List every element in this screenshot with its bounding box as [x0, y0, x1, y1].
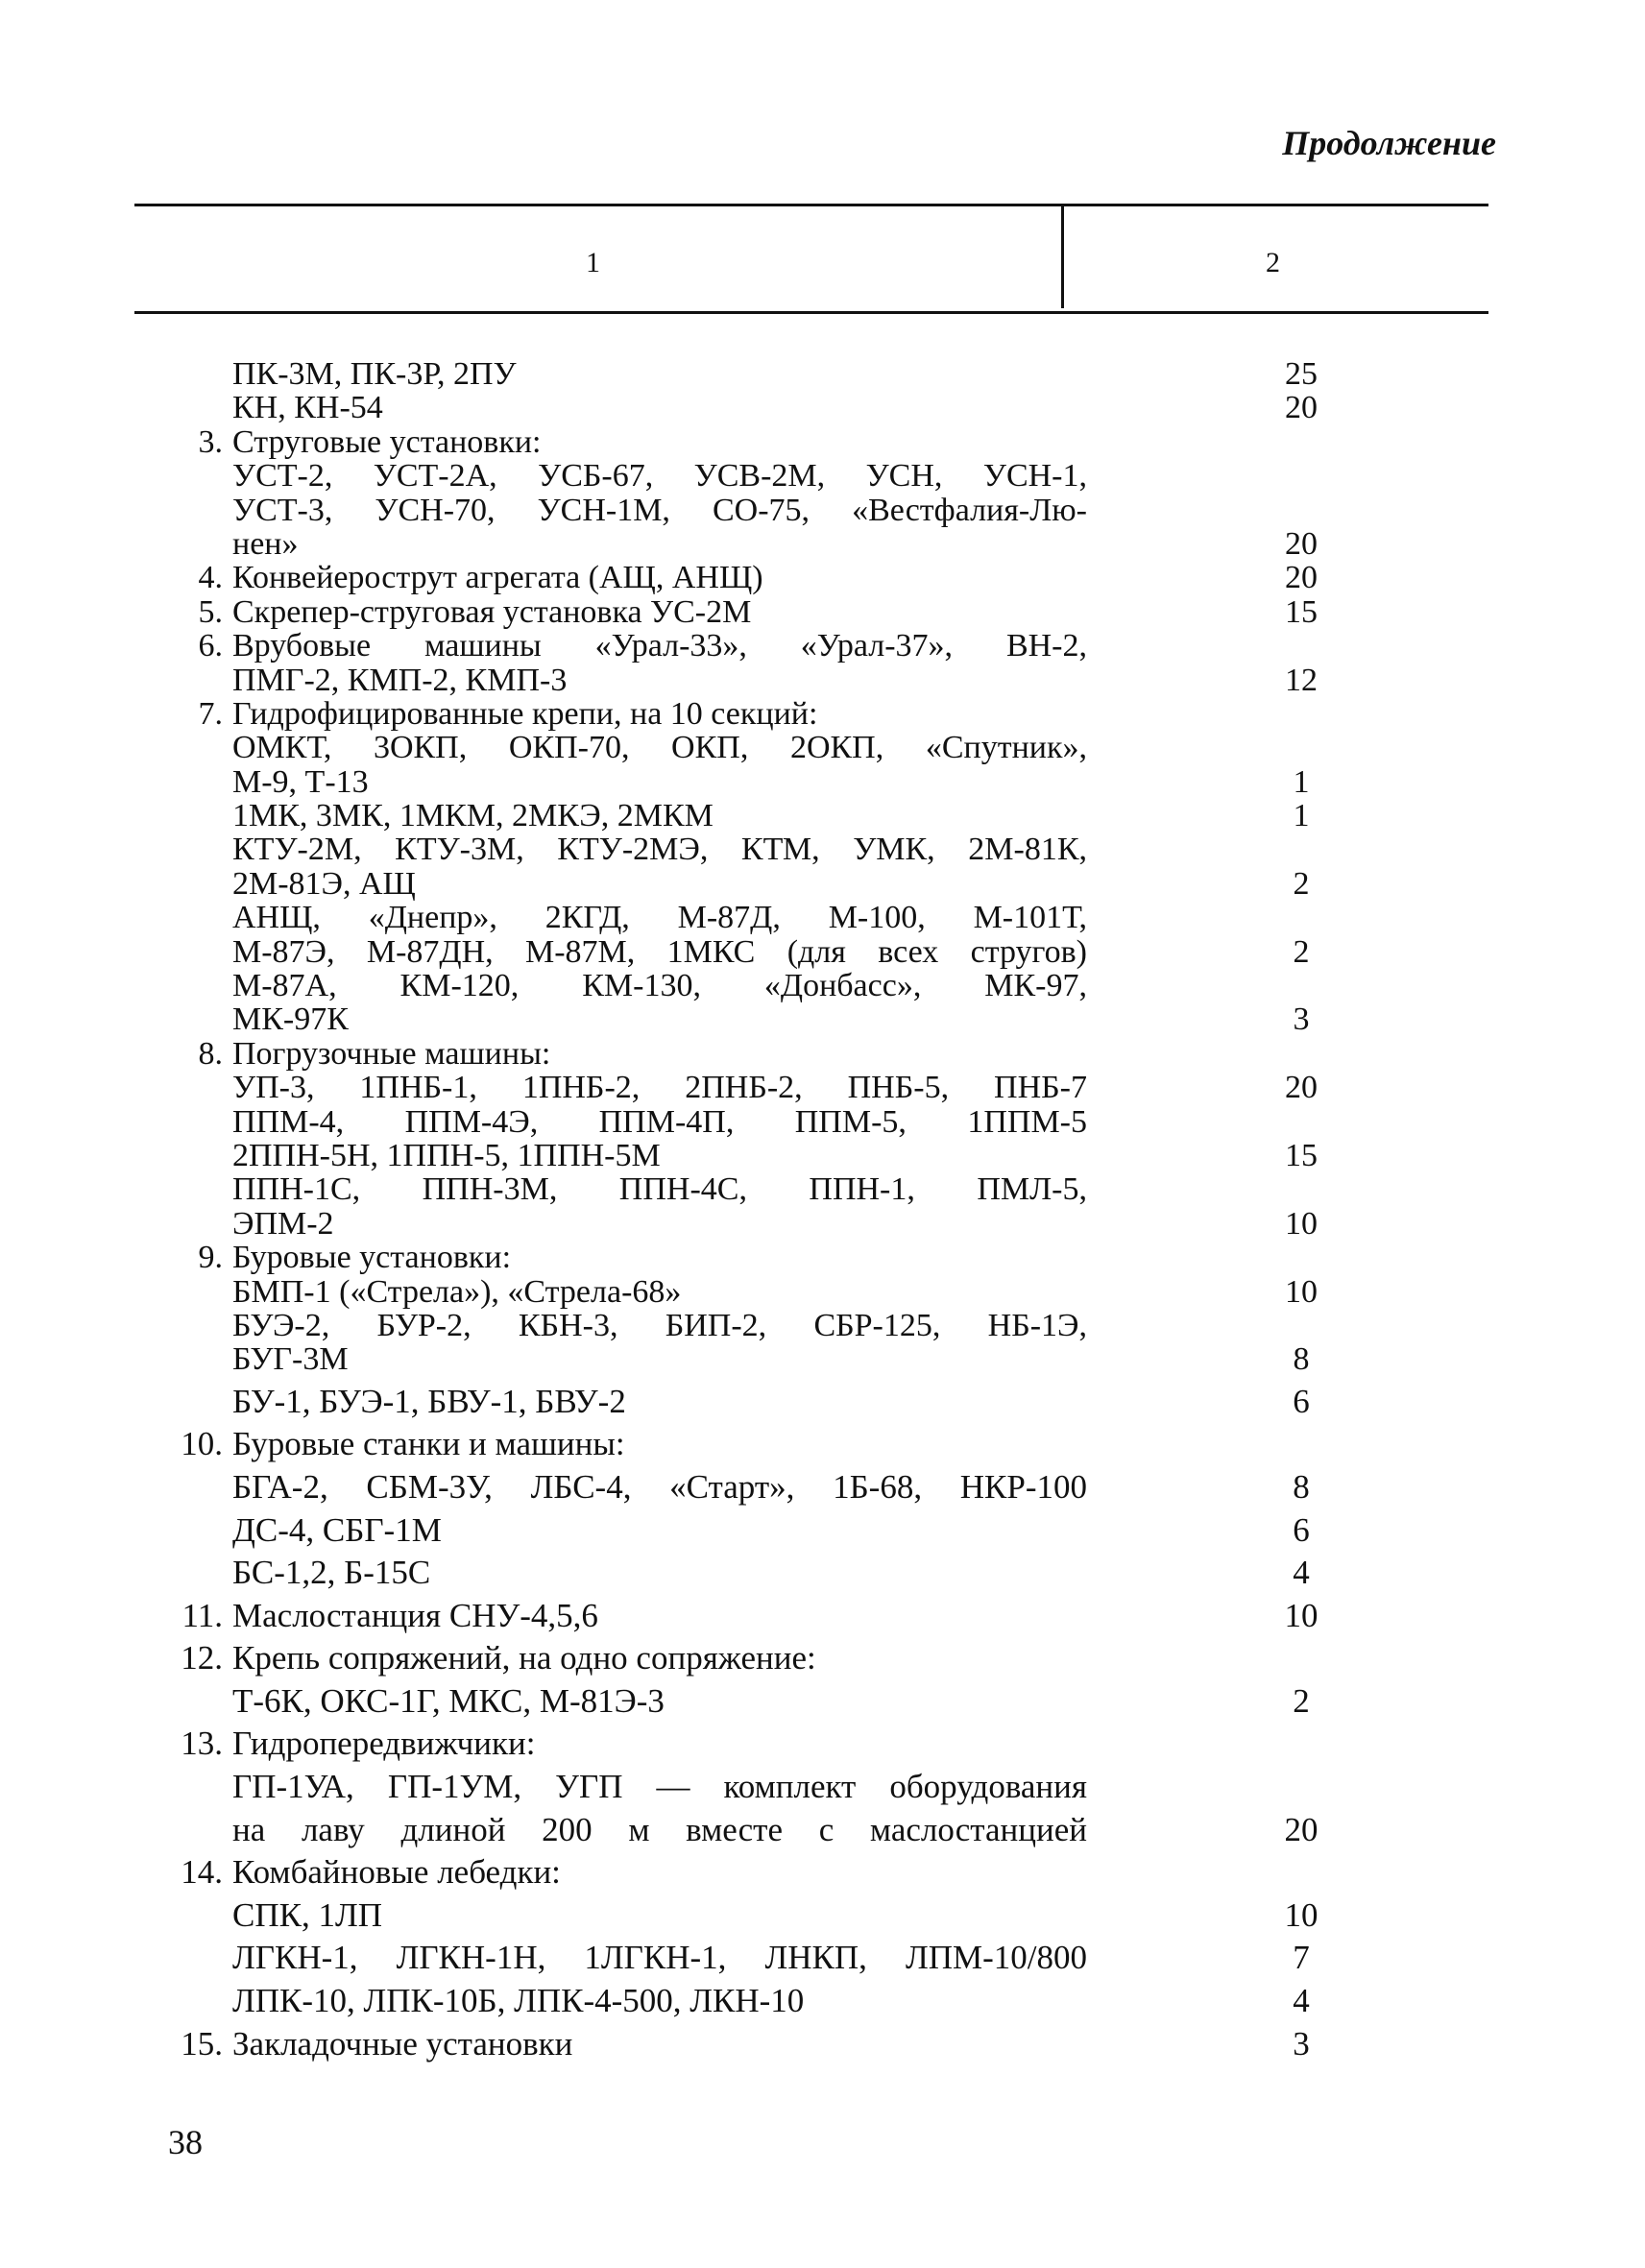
- item-value: 20: [1285, 560, 1318, 596]
- table-row: [163, 1466, 1335, 1509]
- equipment-list: [163, 357, 1335, 2065]
- table-row: [163, 595, 1335, 629]
- table-row: [163, 1851, 1335, 1894]
- item-text: ПМГ-2, КМП-2, КМП-3: [232, 662, 568, 698]
- item-value: 10: [1285, 1205, 1318, 1242]
- table-row: [163, 357, 1335, 391]
- item-value: 10: [1285, 1273, 1318, 1310]
- item-text: МК-97К: [232, 1001, 349, 1038]
- table-top-rule: [134, 204, 1488, 206]
- table-row: [163, 1595, 1335, 1638]
- item-value: 8: [1293, 1467, 1310, 1506]
- item-value: 7: [1293, 1939, 1310, 1977]
- item-text: Закладочные установки: [232, 2024, 573, 2063]
- item-value: 15: [1285, 593, 1318, 630]
- table-row: [163, 799, 1335, 832]
- item-text: КТУ-2М, КТУ-3М, КТУ-2МЭ, КТМ, УМК, 2М-81К,: [232, 832, 1087, 868]
- item-value: 8: [1293, 1341, 1310, 1378]
- table-row: [163, 459, 1335, 493]
- item-text: БУ-1, БУЭ-1, БВУ-1, БВУ-2: [232, 1382, 626, 1420]
- item-number: 13.: [181, 1725, 223, 1763]
- table-row: [163, 1071, 1335, 1104]
- item-value: 2: [1293, 933, 1310, 970]
- table-row: [163, 494, 1335, 527]
- item-value: 15: [1285, 1137, 1318, 1173]
- item-text: Струговые установки:: [232, 423, 542, 460]
- item-number: 5.: [198, 593, 223, 630]
- table-row: [163, 697, 1335, 731]
- item-text: Т-6К, ОКС-1Г, МКС, М-81Э-3: [232, 1681, 665, 1720]
- table-row: [163, 425, 1335, 459]
- page-number: 38: [168, 2123, 203, 2161]
- table-row: [163, 1423, 1335, 1466]
- item-text: БУГ-3М: [232, 1341, 349, 1378]
- table-row: [163, 1894, 1335, 1938]
- item-text: Буровые станки и машины:: [232, 1425, 625, 1463]
- table-row: [163, 1105, 1335, 1139]
- table-row: [163, 561, 1335, 594]
- item-text: ЭПМ-2: [232, 1205, 334, 1242]
- continuation-label: Продолжение: [1282, 124, 1496, 162]
- item-value: 20: [1285, 1070, 1318, 1106]
- item-text: Гидропередвижчики:: [232, 1725, 536, 1763]
- table-row: [163, 867, 1335, 901]
- item-text: Маслостанция СНУ-4,5,6: [232, 1596, 598, 1634]
- item-text: 2М-81Э, АЩ: [232, 865, 416, 902]
- item-text: на лаву длиной 200 м вместе с маслостанцией: [232, 1810, 1087, 1848]
- item-value: 2: [1293, 1681, 1310, 1720]
- item-value: 6: [1293, 1510, 1310, 1549]
- item-value: 4: [1293, 1554, 1310, 1592]
- item-text: Конвейерострут агрегата (АЩ, АНЩ): [232, 560, 763, 596]
- item-number: 14.: [181, 1853, 223, 1892]
- item-text: нен»: [232, 525, 299, 562]
- table-row: [163, 832, 1335, 866]
- table-row: [163, 1381, 1335, 1424]
- table-row: [163, 1275, 1335, 1309]
- item-text: ПК-3М, ПК-3Р, 2ПУ: [232, 356, 517, 392]
- table-row: [163, 1139, 1335, 1172]
- item-text: М-87Э, М-87ДН, М-87М, 1МКС (для всех стругов): [232, 933, 1087, 970]
- item-number: 12.: [181, 1639, 223, 1677]
- item-value: 4: [1293, 1982, 1310, 2020]
- item-value: 3: [1293, 2024, 1310, 2063]
- table-header-rule: [134, 311, 1488, 314]
- item-text: УСТ-2, УСТ-2А, УСБ-67, УСВ-2М, УСН, УСН-1,: [232, 458, 1087, 495]
- item-text: СПК, 1ЛП: [232, 1895, 382, 1934]
- table-row: [163, 1037, 1335, 1071]
- item-text: М-9, Т-13: [232, 763, 369, 800]
- item-value: 2: [1293, 865, 1310, 902]
- table-row: [163, 1207, 1335, 1241]
- item-value: 3: [1293, 1001, 1310, 1038]
- item-value: 12: [1285, 662, 1318, 698]
- column-divider: [1061, 206, 1064, 308]
- table-row: [163, 765, 1335, 799]
- item-text: ОМКТ, 3ОКП, ОКП-70, ОКП, 2ОКП, «Спутник»,: [232, 730, 1087, 766]
- table-row: [163, 1937, 1335, 1980]
- table-row: [163, 629, 1335, 663]
- item-value: 6: [1293, 1382, 1310, 1420]
- table-row: [163, 2023, 1335, 2066]
- table-row: [163, 1980, 1335, 2023]
- item-number: 15.: [181, 2024, 223, 2063]
- item-text: Врубовые машины «Урал-33», «Урал-37», ВН-2,: [232, 628, 1087, 664]
- item-text: 1МК, 3МК, 1МКМ, 2МКЭ, 2МКМ: [232, 798, 714, 834]
- table-row: [163, 1766, 1335, 1809]
- item-text: ЛПК-10, ЛПК-10Б, ЛПК-4-500, ЛКН-10: [232, 1982, 805, 2020]
- table-row: [163, 901, 1335, 934]
- table-row: [163, 1552, 1335, 1595]
- column-header-1: 1: [586, 247, 600, 278]
- item-text: БМП-1 («Стрела»), «Стрела-68»: [232, 1273, 682, 1310]
- table-row: [163, 935, 1335, 969]
- item-number: 11.: [181, 1596, 223, 1634]
- table-row: [163, 1002, 1335, 1036]
- item-value: 20: [1284, 1810, 1318, 1848]
- item-value: 10: [1284, 1895, 1318, 1934]
- table-row: [163, 1342, 1335, 1376]
- item-text: ППМ-4, ППМ-4Э, ППМ-4П, ППМ-5, 1ППМ-5: [232, 1103, 1087, 1140]
- item-text: УП-3, 1ПНБ-1, 1ПНБ-2, 2ПНБ-2, ПНБ-5, ПНБ-7: [232, 1070, 1087, 1106]
- item-text: КН, КН-54: [232, 390, 383, 426]
- item-text: Крепь сопряжений, на одно сопряжение:: [232, 1639, 816, 1677]
- item-text: АНЩ, «Днепр», 2КГД, М-87Д, М-100, М-101Т,: [232, 900, 1087, 936]
- item-value: 1: [1293, 763, 1310, 800]
- item-text: ЛГКН-1, ЛГКН-1Н, 1ЛГКН-1, ЛНКП, ЛПМ-10/800: [232, 1939, 1087, 1977]
- item-number: 7.: [198, 695, 223, 732]
- item-text: БС-1,2, Б-15С: [232, 1554, 431, 1592]
- item-text: 2ППН-5Н, 1ППН-5, 1ППН-5М: [232, 1137, 661, 1173]
- item-value: 25: [1285, 356, 1318, 392]
- item-text: ГП-1УА, ГП-1УМ, УГП — комплект оборудования: [232, 1768, 1087, 1806]
- table-row: [163, 391, 1335, 424]
- item-number: 6.: [198, 628, 223, 664]
- item-text: УСТ-3, УСН-70, УСН-1М, СО-75, «Вестфалия-Лю-: [232, 492, 1087, 528]
- item-number: 10.: [181, 1425, 223, 1463]
- item-value: 20: [1285, 525, 1318, 562]
- item-value: 10: [1284, 1596, 1318, 1634]
- item-text: БГА-2, СБМ-3У, ЛБС-4, «Старт», 1Б-68, НКР-100: [232, 1467, 1087, 1506]
- item-number: 3.: [198, 423, 223, 460]
- item-text: Скрепер-струговая установка УС-2М: [232, 593, 752, 630]
- table-row: [163, 1172, 1335, 1206]
- item-text: Погрузочные машины:: [232, 1035, 551, 1072]
- table-row: [163, 1309, 1335, 1342]
- item-text: БУЭ-2, БУР-2, КБН-3, БИП-2, СБР-125, НБ-1Э,: [232, 1307, 1087, 1343]
- table-row: [163, 969, 1335, 1002]
- item-text: Комбайновые лебедки:: [232, 1853, 561, 1892]
- item-text: ППН-1С, ППН-3М, ППН-4С, ППН-1, ПМЛ-5,: [232, 1171, 1087, 1208]
- table-row: [163, 1723, 1335, 1766]
- item-text: ДС-4, СБГ-1М: [232, 1510, 442, 1549]
- table-row: [163, 527, 1335, 561]
- item-number: 9.: [198, 1240, 223, 1276]
- item-value: 1: [1293, 798, 1310, 834]
- table-row: [163, 1509, 1335, 1553]
- table-row: [163, 664, 1335, 697]
- table-row: [163, 1809, 1335, 1852]
- table-row: [163, 1241, 1335, 1274]
- table-row: [163, 1637, 1335, 1680]
- item-text: М-87А, КМ-120, КМ-130, «Донбасс», МК-97,: [232, 968, 1087, 1004]
- table-row: [163, 731, 1335, 764]
- table-row: [163, 1680, 1335, 1724]
- item-number: 4.: [198, 560, 223, 596]
- item-number: 8.: [198, 1035, 223, 1072]
- item-text: Гидрофицированные крепи, на 10 секций:: [232, 695, 818, 732]
- column-header-2: 2: [1266, 247, 1280, 278]
- item-value: 20: [1285, 390, 1318, 426]
- item-text: Буровые установки:: [232, 1240, 512, 1276]
